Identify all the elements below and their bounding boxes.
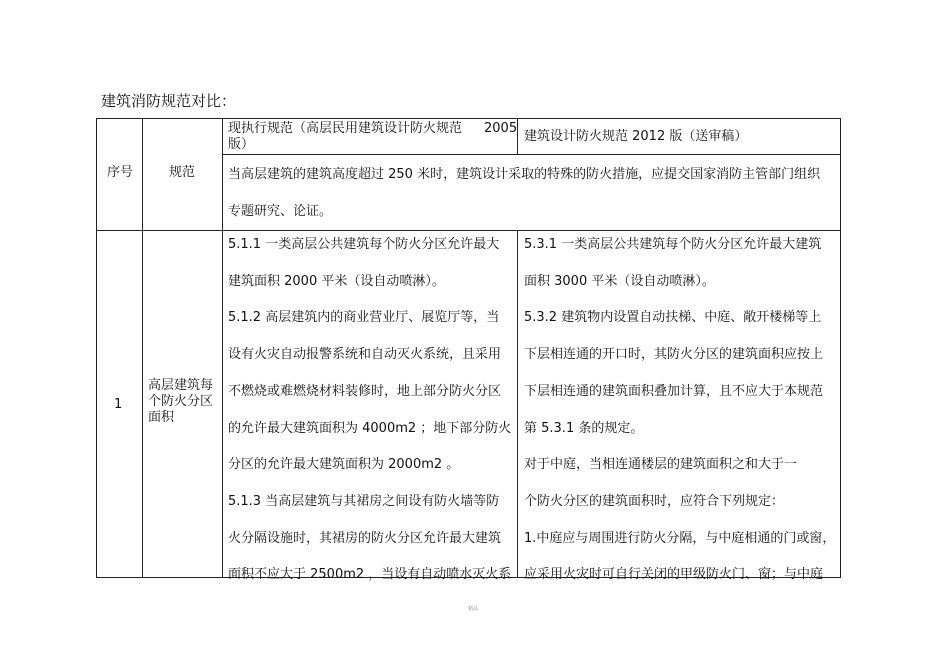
header-current-spec-line2: 版） [228, 137, 255, 152]
table-col-divider-2 [222, 119, 223, 577]
table-col-divider-3 [517, 119, 518, 154]
row1-new-spec-cell [524, 237, 838, 582]
current-spec-line: 面积不应大于 2500m2 ，当设有自动喷水灭火系 [228, 567, 512, 582]
new-spec-line: 5.3.1 一类高层公共建筑每个防火分区允许最大建筑 [524, 237, 822, 252]
new-spec-line: 面积 3000 平米（设自动喷淋）。 [524, 274, 715, 289]
current-spec-line: 5.1.3 当高层建筑与其裙房之间设有防火墙等防 [228, 494, 500, 509]
header-spec: 规范 [169, 165, 196, 180]
table-col-divider-3b [517, 230, 518, 577]
merged-note-line2: 专题研究、论证。 [228, 204, 333, 219]
footer-mark: 精品 [468, 606, 479, 612]
new-spec-line: 下层相连通的开口时，其防火分区的建筑面积应按上 [524, 347, 824, 362]
current-spec-line: 不燃烧或难燃烧材料装修时，地上部分防火分区 [228, 384, 502, 399]
row1-spec-line1: 高层建筑每 [148, 378, 214, 393]
new-spec-line: 下层相连通的建筑面积叠加计算，且不应大于本规范 [524, 384, 824, 399]
header-current-spec-year: 2005 [484, 121, 518, 136]
header-index: 序号 [107, 165, 134, 180]
table-col-divider-1 [142, 119, 143, 577]
table-row-divider-main [97, 230, 840, 231]
header-new-spec: 建筑设计防火规范 2012 版（送审稿） [524, 129, 748, 144]
new-spec-line: 对于中庭，当相连通楼层的建筑面积之和大于一 [524, 457, 798, 472]
new-spec-line: 1.中庭应与周围进行防火分隔，与中庭相通的门或窗， [524, 531, 836, 546]
current-spec-line: 分区的允许最大建筑面积为 2000m2 。 [228, 457, 460, 472]
row1-spec-line2: 个防火分区 [148, 394, 214, 409]
table-row-divider-header [222, 154, 840, 155]
current-spec-line: 的允许最大建筑面积为 4000m2 ；地下部分防火 [228, 421, 512, 436]
current-spec-line: 5.1.2 高层建筑内的商业营业厅、展览厅等，当 [228, 310, 500, 325]
current-spec-line: 设有火灾自动报警系统和自动灭火系统，且采用 [228, 347, 502, 362]
merged-note-line1: 当高层建筑的建筑高度超过 250 米时，建筑设计采取的特殊的防火措施，应提交国家消防主管部门组织 [228, 167, 821, 182]
current-spec-line: 建筑面积 2000 平米（设自动喷淋）。 [228, 274, 445, 289]
comparison-table [96, 118, 841, 582]
row1-current-spec-cell [228, 237, 514, 582]
header-current-spec-line1: 现执行规范（高层民用建筑设计防火规范 [228, 121, 463, 136]
new-spec-line: 第 5.3.1 条的规定。 [524, 421, 644, 436]
row1-index: 1 [114, 397, 123, 412]
current-spec-line: 5.1.1 一类高层公共建筑每个防火分区允许最大 [228, 237, 500, 252]
row1-spec-line3: 面积 [148, 410, 175, 425]
new-spec-line: 个防火分区的建筑面积时，应符合下列规定： [524, 494, 785, 509]
current-spec-line: 火分隔设施时，其裙房的防火分区允许最大建筑 [228, 531, 502, 546]
new-spec-line: 5.3.2 建筑物内设置自动扶梯、中庭、敞开楼梯等上 [524, 310, 822, 325]
new-spec-line: 应采用火灾时可自行关闭的甲级防火门、窗；与中庭 [524, 567, 824, 582]
document-title: 建筑消防规范对比： [101, 92, 237, 110]
